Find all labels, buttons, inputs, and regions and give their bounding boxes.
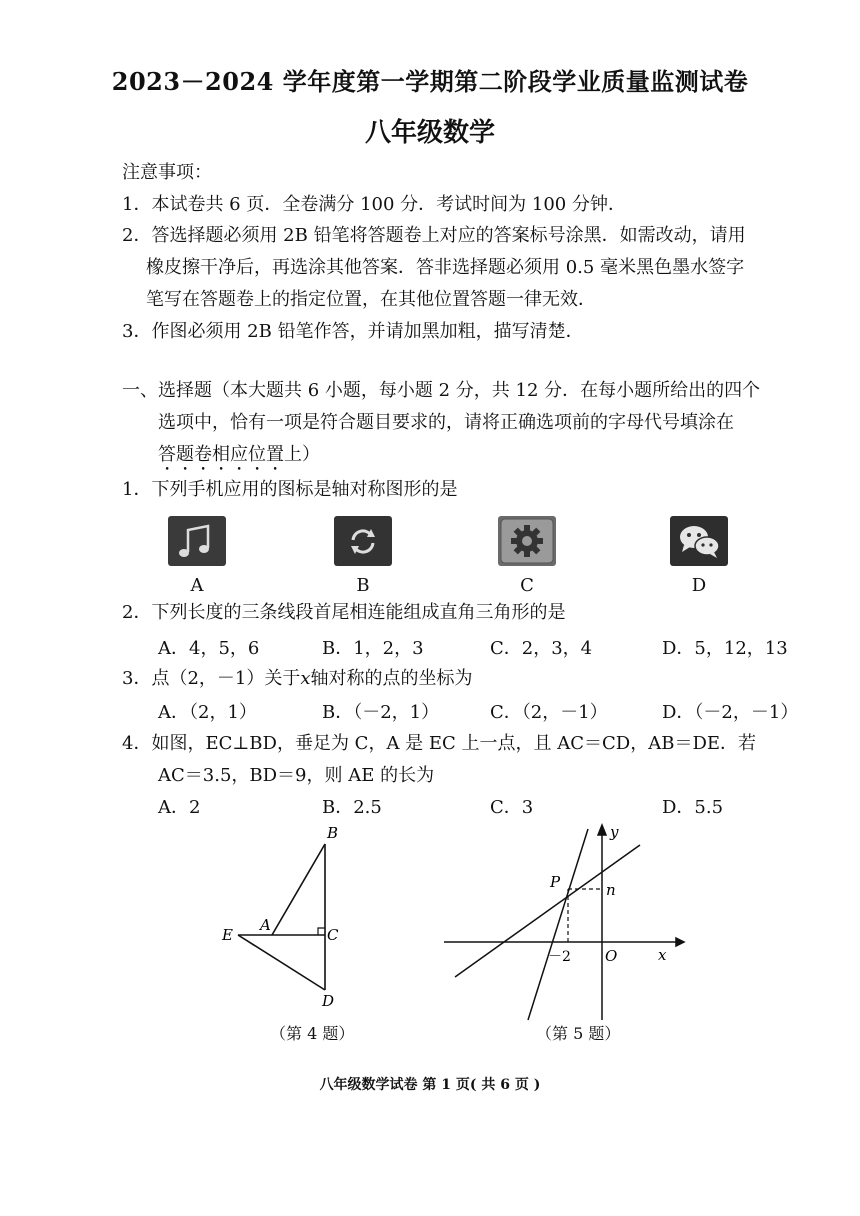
- q2-option-c: C．2，3，4: [490, 638, 593, 659]
- fig5-label-neg2: －2: [548, 949, 571, 965]
- q3-option-b: B．（－2，1）: [322, 702, 440, 723]
- note-item-1: 1．本试卷共 6 页．全卷满分 100 分．考试时间为 100 分钟．: [122, 194, 626, 215]
- fig5-label-x: x: [658, 946, 667, 964]
- section1-line2: 选项中，恰有一项是符合题目要求的，请将正确选项前的字母代号填涂在: [158, 412, 734, 433]
- fig5-label-y: y: [610, 823, 619, 841]
- q2-option-a: A．4，5，6: [158, 638, 260, 659]
- page-footer: 八年级数学试卷 第 1 页( 共 6 页 ): [319, 1077, 541, 1093]
- q3-option-c: C．（2，－1）: [490, 702, 608, 723]
- exam-title: 2023－2024 学年度第一学期第二阶段学业质量监测试卷: [111, 67, 749, 96]
- note-item-2-cont2: 笔写在答题卷上的指定位置，在其他位置答题一律无效．: [146, 289, 596, 310]
- figure-5-caption: （第 5 题）: [536, 1024, 621, 1043]
- q1-label-b: B: [356, 575, 370, 596]
- notes-heading: 注意事项：: [122, 162, 212, 183]
- q3-stem: 3．点（2，－1）关于x轴对称的点的坐标为: [122, 668, 473, 689]
- refresh-icon: [334, 516, 392, 566]
- note-item-2: 2．答选择题必须用 2B 铅笔将答题卷上对应的答案标号涂黑．如需改动，请用: [122, 225, 746, 246]
- wechat-icon: [670, 516, 728, 566]
- figure-4-diagram: [210, 820, 370, 1020]
- q2-option-b: B．1，2，3: [322, 638, 424, 659]
- q4-option-a: A．2: [158, 797, 201, 818]
- note-item-2-cont: 橡皮擦干净后，再选涂其他答案．答非选择题必须用 0.5 毫米黑色墨水签字: [146, 257, 745, 278]
- q4-option-d: D．5.5: [662, 797, 724, 818]
- fig4-label-c: C: [327, 926, 339, 944]
- q4-option-b: B．2.5: [322, 797, 382, 818]
- fig5-label-p: P: [550, 873, 561, 891]
- q4-stem: 4．如图，EC⊥BD，垂足为 C，A 是 EC 上一点，且 AC＝CD，AB＝DE．若: [122, 733, 757, 754]
- q4-stem-cont: AC＝3.5，BD＝9，则 AE 的长为: [158, 765, 435, 786]
- section1-line3: 答题卷相应位置上）: [158, 444, 320, 465]
- q3-option-d: D．（－2，－1）: [662, 702, 799, 723]
- fig4-label-a: A: [260, 916, 271, 934]
- section1-heading: 一、选择题（本大题共 6 小题，每小题 2 分，共 12 分．在每小题所给出的四个: [122, 380, 761, 401]
- q2-stem: 2．下列长度的三条线段首尾相连能组成直角三角形的是: [122, 602, 566, 623]
- q4-option-c: C．3: [490, 797, 534, 818]
- figure-5-graph: [440, 815, 690, 1025]
- q1-label-c: C: [520, 575, 534, 596]
- q2-option-d: D．5，12，13: [662, 638, 788, 659]
- music-note-icon: [168, 516, 226, 566]
- q1-stem: 1．下列手机应用的图标是轴对称图形的是: [122, 479, 458, 500]
- q1-label-d: D: [691, 575, 707, 596]
- fig4-label-d: D: [322, 992, 335, 1010]
- fig5-label-o: O: [605, 947, 618, 965]
- q3-option-a: A．（2，1）: [158, 702, 257, 723]
- figure-4-caption: （第 4 题）: [270, 1024, 355, 1043]
- exam-subject: 八年级数学: [364, 118, 495, 148]
- dotted-emphasis: 答题卷相应位置: [158, 444, 284, 465]
- gear-icon: [498, 516, 556, 566]
- fig4-label-e: E: [222, 926, 233, 944]
- fig5-label-n: n: [606, 881, 616, 899]
- fig4-label-b: B: [327, 824, 339, 842]
- note-item-3: 3．作图必须用 2B 铅笔作答，并请加黑加粗，描写清楚．: [122, 321, 584, 342]
- q1-label-a: A: [190, 575, 204, 596]
